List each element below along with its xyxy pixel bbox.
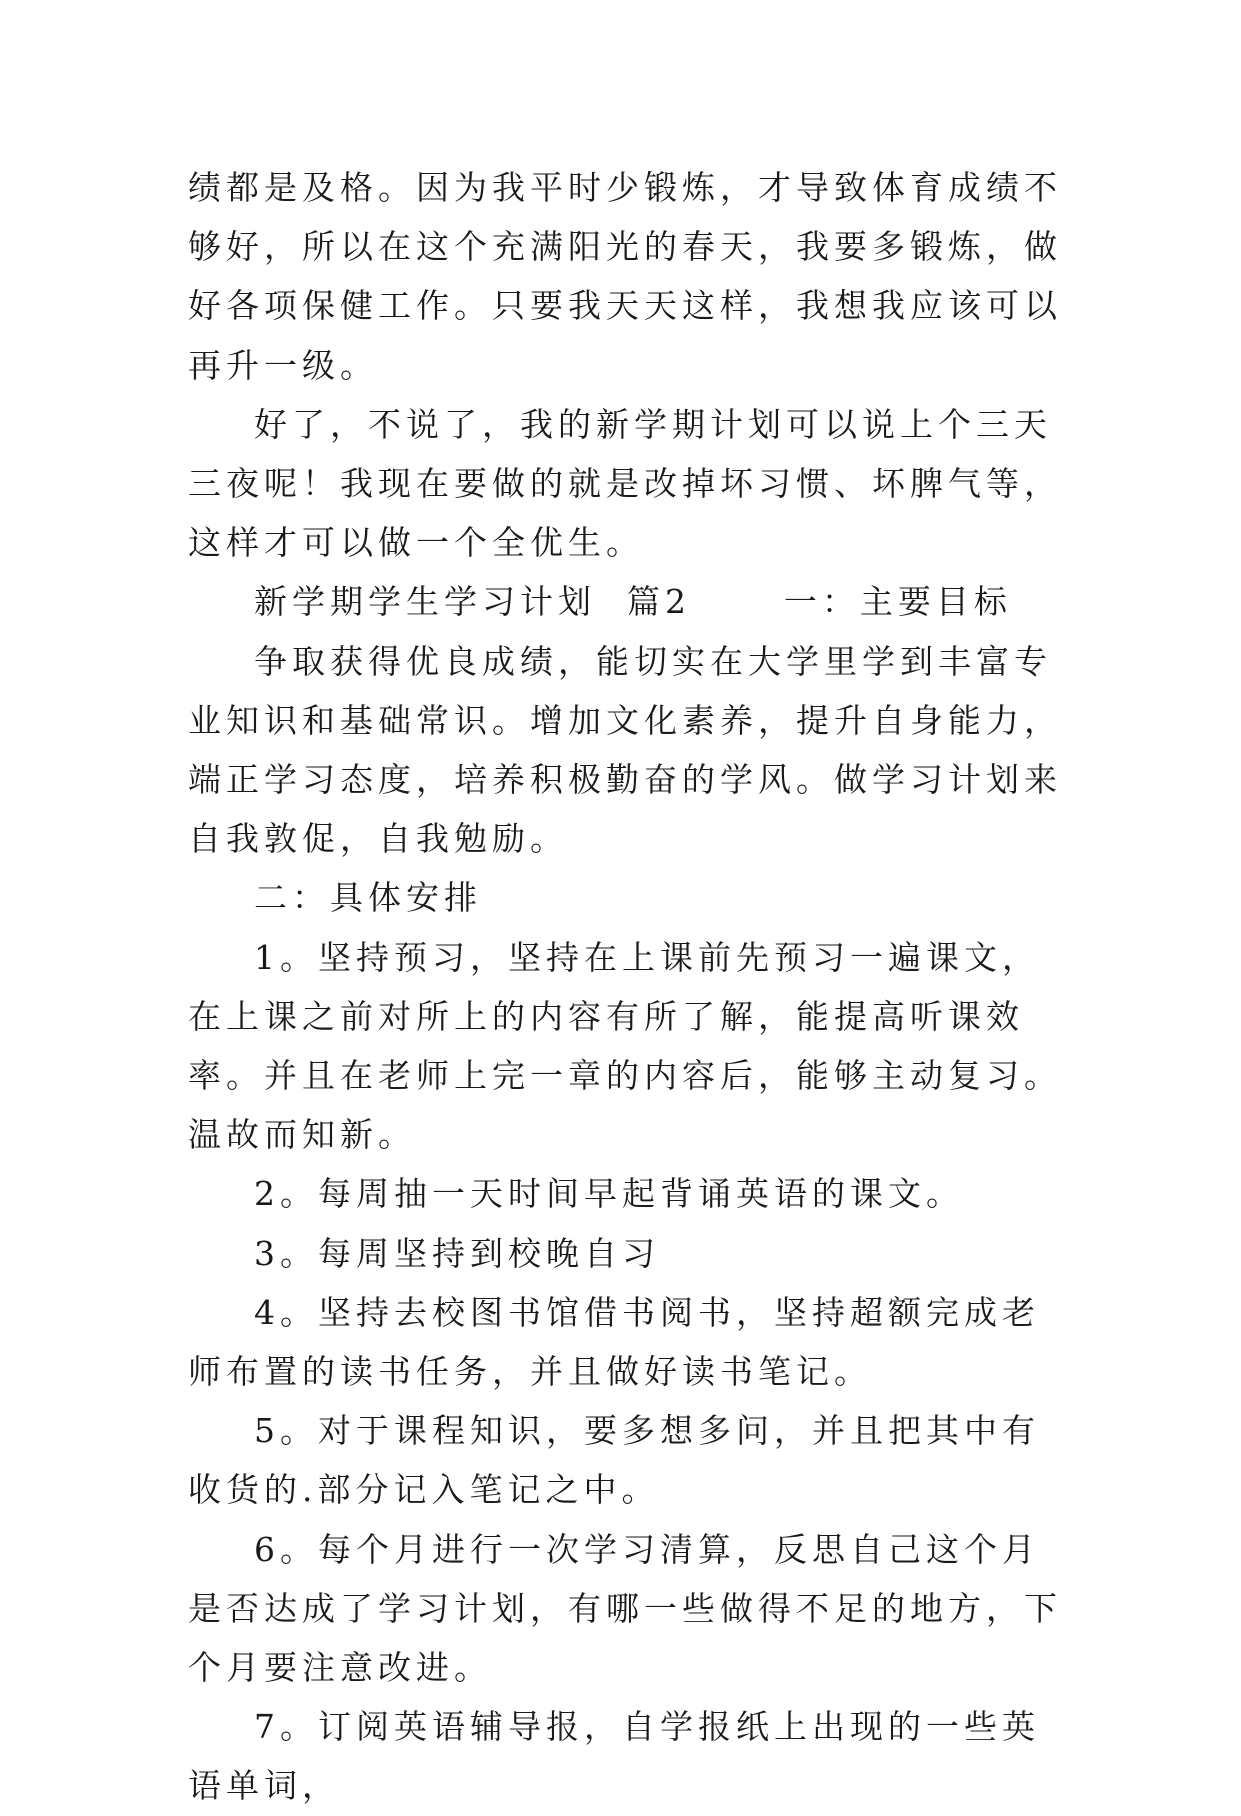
document-body xyxy=(188,158,1068,1816)
list-item-3: 3。每周坚持到校晚自习 xyxy=(254,1233,660,1273)
list-item-4: 4。坚持去校图书馆借书阅书，坚持超额完成老师布置的读书任务，并且做好读书笔记。 xyxy=(188,1292,1040,1392)
paragraph-continuation: 绩都是及格。因为我平时少锻炼，才导致体育成绩不够好，所以在这个充满阳光的春天，我要多锻炼，做好各项保健工作。只要我天天这样，我想我应该可以再升一级。 xyxy=(188,168,1062,385)
paragraph-goal: 争取获得优良成绩，能切实在大学里学到丰富专业知识和基础常识。增加文化素养，提升自身能力，端正学习态度，培养积极勤奋的学风。做学习计划来自我敦促，自我勉励。 xyxy=(188,641,1062,859)
section-heading: 新学期学生学习计划 篇2 一：主要目标 xyxy=(254,582,1012,622)
list-item-2: 2。每周抽一天时间早起背诵英语的课文。 xyxy=(254,1174,964,1214)
list-item-7: 7。订阅英语辅导报，自学报纸上出现的一些英语单词， xyxy=(188,1707,1040,1806)
list-item-1: 1。坚持预习，坚持在上课前先预习一遍课文，在上课之前对所上的内容有所了解，能提高听课效率。并且在老师上完一章的内容后，能够主动复习。温故而知新。 xyxy=(188,937,1062,1155)
list-item-5: 5。对于课程知识，要多想多问，并且把其中有收货的.部分记入笔记之中。 xyxy=(188,1411,1040,1510)
subheading-arrangement: 二：具体安排 xyxy=(254,878,482,918)
list-item-6: 6。每个月进行一次学习清算，反思自己这个月是否达成了学习计划，有哪一些做得不足的地方，下个月要注意改进。 xyxy=(188,1529,1062,1688)
paragraph-closing: 好了，不说了，我的新学期计划可以说上个三天三夜呢！我现在要做的就是改掉坏习惯、坏脾气等，这样才可以做一个全优生。 xyxy=(188,404,1062,563)
